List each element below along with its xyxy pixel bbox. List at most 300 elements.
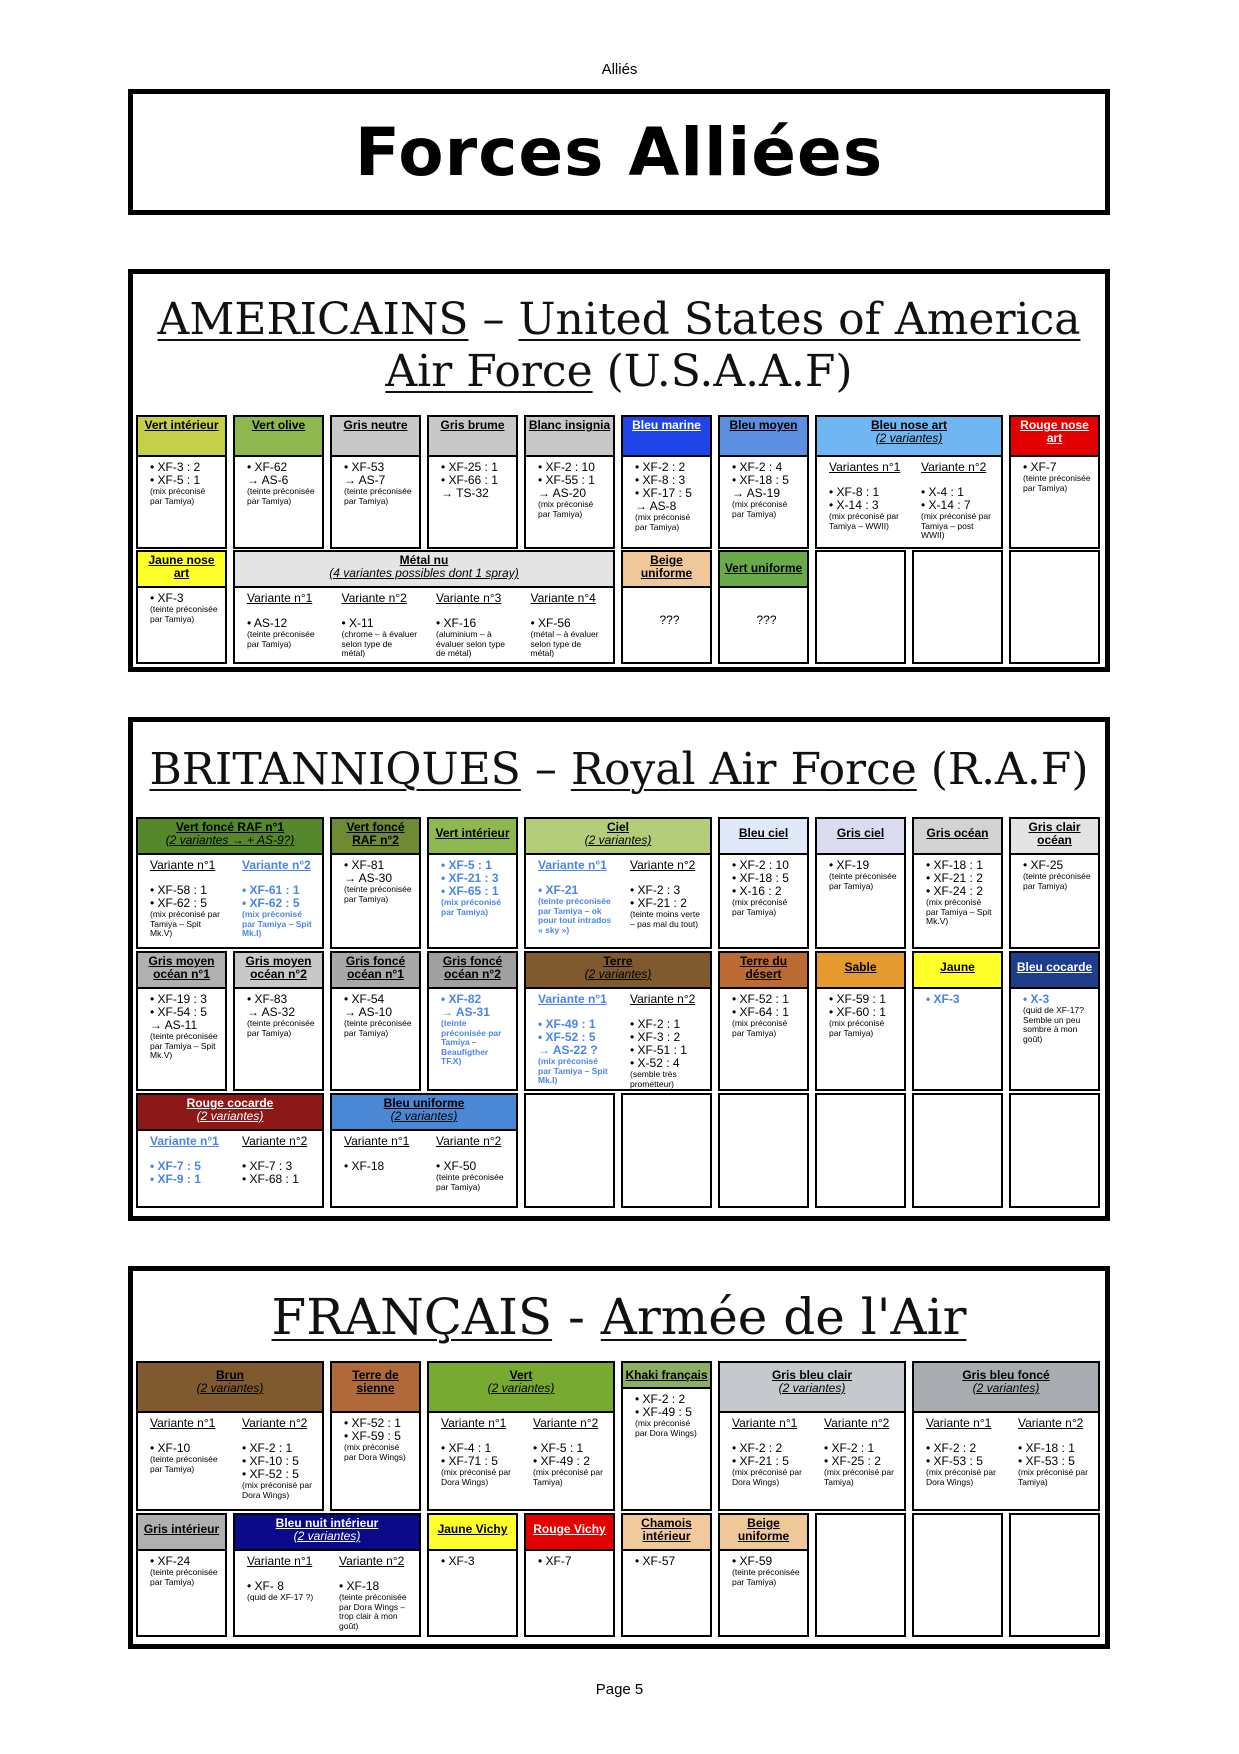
mix-line: • XF-53 : 5 [926,1454,983,1468]
color-name: Vert foncé RAF n°1 (2 variantes → + AS-9?) [138,819,322,855]
color-cell [815,415,1003,549]
section-usa [128,269,1110,672]
color-cell [912,817,1003,949]
mix-line: • XF-7 [1023,460,1057,474]
mix-line: • XF-7 : 3 [242,1159,293,1173]
note: (mix préconisé par Tamiya – Spit Mk.V) [150,909,220,938]
variant-label: Variante n°1 [150,1416,216,1430]
color-cell [718,1361,906,1511]
note: (semble très prometteur) [630,1069,677,1089]
mix-line: → AS-10 [344,1005,393,1019]
mix-line: • XF-81 [344,858,385,872]
color-cell [718,1513,809,1637]
mix-line: • XF-10 : 5 [242,1454,299,1468]
variant-label: Variante n°3 [436,591,502,605]
variant-label: Variante n°2 [533,1416,599,1430]
color-name: Rouge Vichy [526,1515,613,1551]
color-name: Bleu moyen [720,417,807,457]
mix-line: • XF-24 [150,1554,191,1568]
color-name: Vert olive [235,417,322,457]
mix-line: → AS-19 [732,486,781,500]
section-header-usa [133,274,1105,412]
mix-line: • XF-66 : 1 [441,473,498,487]
variant-label: Variante n°2 [242,1416,308,1430]
color-cell [815,951,906,1091]
color-name: Bleu nuit intérieur (2 variantes) [235,1515,419,1551]
mix-line: • XF-19 : 3 [150,992,207,1006]
color-name: Gris neutre [332,417,419,457]
note: (chrome – à évaluer selon type de métal) [341,629,418,658]
color-cell [524,951,712,1091]
mix-line: • XF-7 : 5 [150,1159,201,1173]
mix-line: • XF-59 : 1 [829,992,886,1006]
raf-dash: – [520,744,571,795]
mix-line: → AS-22 ? [538,1043,598,1057]
color-name: Vert intérieur [138,417,225,457]
color-cell [524,1513,615,1637]
note: (quid de XF-17? Semble un peu sombre à mon goût) [1023,1005,1084,1044]
note: (teinte préconisée par Tamiya) [247,1018,315,1038]
color-cell [427,951,518,1091]
note: (mix préconisé par Tamiya) [732,499,788,519]
note: (mix préconisé par Tamiya) [732,1018,788,1038]
section-header-raf [133,722,1105,815]
mix-line: • XF-21 : 2 [926,871,983,885]
color-name: Terre du désert [720,953,807,989]
variant-label: Variante n°1 [247,591,313,605]
note: (métal – à évaluer selon type de métal) [530,629,599,658]
variant-label: Variante n°2 [921,460,987,474]
color-name: Beige uniforme [623,552,710,588]
color-cell [621,415,712,549]
usa-grid [133,412,1105,667]
mix-line: • XF-18 : 1 [1018,1441,1075,1455]
color-cell [330,1093,518,1208]
mix-line: • XF-5 : 1 [441,858,492,872]
empty-cell [815,1513,906,1637]
note: (mix préconisé par Tamiya) [1018,1467,1088,1487]
usa-title-b: United States of America [518,294,1081,345]
page-footer: Page 5 [595,1681,644,1698]
variant-label: Variante n°1 [150,858,216,872]
color-name: Gris foncé océan n°2 [429,953,516,989]
mix-line: → AS-20 [538,486,587,500]
mix-line: • XF-54 : 5 [150,1005,207,1019]
note: (mix préconisé par Tamiya) [829,1018,885,1038]
mix-line: • XF-5 : 1 [533,1441,584,1455]
note: (mix préconisé par Dora Wings) [441,1467,511,1487]
fra-title-b: Armée de l'Air [600,1288,967,1346]
raf-title-c: (R.A.F) [916,744,1089,795]
variant-label: Variante n°2 [341,591,407,605]
color-name: Rouge cocarde (2 variantes) [138,1095,322,1131]
color-cell [330,1361,421,1511]
color-name: Bleu marine [623,417,710,457]
mix-line: • XF-25 : 2 [824,1454,881,1468]
variant-label: Variante n°2 [242,858,311,872]
mix-line: • XF-62 [247,460,288,474]
color-name: Jaune [914,953,1001,989]
mix-line: • XF-52 : 1 [344,1416,401,1430]
mix-line: → AS-7 [344,473,386,487]
variant-label: Variantes n°1 [829,460,901,474]
mix-line: • XF-2 : 1 [242,1441,293,1455]
note: (mix préconisé par Dora Wings) [926,1467,996,1487]
color-name: Gris océan [914,819,1001,855]
note: (teinte préconisée par Tamiya) [150,604,218,624]
mix-line: → TS-32 [441,486,489,500]
variant-label: Variante n°1 [247,1554,313,1568]
mix-line: • XF-65 : 1 [441,884,499,898]
color-name: Vert uniforme [720,552,807,588]
mix-line: • XF-19 [829,858,870,872]
color-cell [524,415,615,549]
color-cell [524,817,712,949]
mix-line: • XF-2 : 3 [630,883,681,897]
color-name: Vert (2 variantes) [429,1363,613,1413]
note: (mix préconisé par Tamiya) [533,1467,603,1487]
usa-dash: – [468,294,519,345]
color-cell [912,951,1003,1091]
usa-title-a: AMERICAINS [157,294,469,345]
mix-line: • XF-53 : 5 [1018,1454,1075,1468]
mix-line: • XF-2 : 10 [538,460,595,474]
variant-label: Variante n°4 [530,591,596,605]
mix-line: • XF-2 : 2 [732,1441,783,1455]
note: (mix préconisé par Tamiya) [441,897,501,917]
mix-line: • XF-18 [344,1159,385,1173]
mix-line: • XF-2 : 10 [732,858,789,872]
mix-line: • XF-52 : 5 [538,1030,596,1044]
color-name: Bleu uniforme (2 variantes) [332,1095,516,1131]
color-cell [330,415,421,549]
color-cell [621,1361,712,1511]
empty-cell [621,1093,712,1208]
note: (mix préconisé par Tamiya – Spit Mk.I) [538,1056,608,1085]
note: (teinte préconisée par Tamiya) [150,1454,218,1474]
empty-cell [912,1513,1003,1637]
mix-line: • XF-3 : 2 [630,1030,681,1044]
note: (mix préconisé par Tamiya) [150,486,206,506]
note: (teinte préconisée par Tamiya) [247,486,315,506]
mix-line: • XF-68 : 1 [242,1172,299,1186]
color-cell [136,1361,324,1511]
note: (teinte préconisée par Tamiya – ok pour tout intrados « sky ») [538,896,612,935]
color-cell [136,550,227,664]
empty-cell [815,550,906,664]
raf-title-a: BRITANNIQUES [149,744,521,795]
color-cell [427,817,518,949]
note: (teinte préconisée par Dora Wings – trop clair à mon goût) [339,1592,407,1631]
mix-line: • XF-3 : 2 [150,460,201,474]
color-name: Bleu ciel [720,819,807,855]
variant-label: Variante n°2 [824,1416,890,1430]
mix-line: • XF-82 [441,992,482,1006]
color-cell [233,550,615,664]
color-cell [330,951,421,1091]
mix-line: • XF-71 : 5 [441,1454,498,1468]
mix-line: • XF-62 : 5 [242,896,300,910]
note: (mix préconisé par Tamiya – Spit Mk.I) [242,909,312,938]
color-name: Blanc insignia [526,417,613,457]
empty-cell [815,1093,906,1208]
color-name: Brun (2 variantes) [138,1363,322,1413]
fra-dash: - [552,1288,601,1346]
mix-line: • XF-2 : 4 [732,460,783,474]
variant-label: Variante n°1 [732,1416,798,1430]
mix-line: • XF-52 : 1 [732,992,789,1006]
mix-line: • XF-55 : 1 [538,473,595,487]
color-name: Gris bleu foncé (2 variantes) [914,1363,1098,1413]
note: (teinte préconisée par Tamiya) [436,1172,504,1192]
mix-line: • XF-3 [926,992,960,1006]
mix-line: • AS-12 [247,616,288,630]
color-cell [427,1361,615,1511]
note: (teinte préconisée par Tamiya – Beaufigther TF.X) [441,1018,502,1066]
empty-cell [912,1093,1003,1208]
variant-label: Variante n°1 [441,1416,507,1430]
note: (teinte préconisée par Tamiya) [1023,871,1091,891]
mix-line: • X-16 : 2 [732,884,782,898]
color-name: Bleu nose art (2 variantes) [817,417,1001,457]
color-name: Vert foncé RAF n°2 [332,819,419,855]
color-name: Gris clair océan [1011,819,1098,855]
note: (teinte préconisée par Tamiya) [732,1567,800,1587]
note: (mix préconisé par Tamiya) [824,1467,894,1487]
mix-line: • XF-16 [436,616,477,630]
color-cell [1009,817,1100,949]
color-cell [718,415,809,549]
mix-line: • XF-21 [538,883,579,897]
color-name: Khaki français [623,1363,710,1389]
note: (aluminium – à évaluer selon type de métal) [436,629,505,658]
mix-line: • XF-50 [436,1159,477,1173]
note: (mix préconisé par Tamiya – WWII) [829,511,899,531]
mix-line: • X-14 : 7 [921,498,971,512]
mix-line: • XF-53 [344,460,385,474]
color-name: Beige uniforme [720,1515,807,1551]
variant-label: Variante n°2 [630,858,696,872]
mix-line: • X-4 : 1 [921,485,964,499]
mix-line: • XF-51 : 1 [630,1043,687,1057]
note: (mix préconisé par Dora Wings) [344,1442,406,1462]
note: (mix préconisé par Tamiya) [538,499,594,519]
variant-label: Variante n°2 [436,1134,502,1148]
mix-line: • XF-21 : 3 [441,871,499,885]
color-name: Jaune nose art [138,552,225,588]
color-name: Gris intérieur [138,1515,225,1551]
note: (teinte préconisée par Tamiya) [150,1567,218,1587]
section-header-france [133,1271,1105,1359]
mix-line: ??? [756,613,777,627]
mix-line: • XF-2 : 2 [635,1392,686,1406]
color-name: Ciel (2 variantes) [526,819,710,855]
note: (quid de XF-17 ?) [247,1592,314,1602]
mix-line: • X-11 [341,616,374,630]
section-raf [128,717,1110,1221]
variant-label: Variante n°1 [150,1134,219,1148]
mix-line: • XF-59 [732,1554,773,1568]
mix-line: → AS-8 [635,499,677,513]
mix-line: • XF-62 : 5 [150,896,207,910]
mix-line: → AS-11 [150,1018,198,1032]
mix-line: → AS-32 [247,1005,296,1019]
note: (teinte préconisée par Tamiya) [247,629,315,649]
mix-line: • XF-61 : 1 [242,883,300,897]
mix-line: • XF-49 : 1 [538,1017,596,1031]
mix-line: • XF-5 : 1 [150,473,201,487]
variant-label: Variante n°1 [538,858,607,872]
mix-line: • XF-18 : 5 [732,871,789,885]
color-cell [427,1513,518,1637]
variant-label: Variante n°1 [926,1416,992,1430]
usa-title-d: (U.S.A.A.F) [592,346,853,397]
variant-label: Variante n°2 [242,1134,308,1148]
color-cell [330,817,421,949]
mix-line: • XF-57 [635,1554,676,1568]
color-name: Bleu cocarde [1011,953,1098,989]
mix-line: • XF-2 : 2 [926,1441,977,1455]
color-cell [815,817,906,949]
mix-line: • X-52 : 4 [630,1056,680,1070]
mix-line: • XF- 8 [247,1579,284,1593]
note: (teinte préconisée par Tamiya) [1023,473,1091,493]
mix-line: • XF-25 [1023,858,1064,872]
empty-cell [912,550,1003,664]
variant-label: Variante n°2 [339,1554,405,1568]
empty-cell [1009,550,1100,664]
note: (mix préconisé par Dora Wings) [732,1467,802,1487]
empty-cell [1009,1093,1100,1208]
color-name: Sable [817,953,904,989]
mix-line: • XF-21 : 2 [630,896,687,910]
color-name: Métal nu (4 variantes possibles dont 1 spray) [235,552,613,588]
mix-line: • XF-59 : 5 [344,1429,401,1443]
color-name: Terre (2 variantes) [526,953,710,989]
note: (mix préconisé par Tamiya – post WWII) [921,511,991,540]
color-cell [136,1513,227,1637]
color-cell [718,951,809,1091]
raf-grid [133,815,1105,1216]
mix-line: • XF-56 [530,616,571,630]
note: (mix préconisé par Tamiya – Spit Mk.V) [926,897,992,926]
variant-label: Variante n°1 [538,992,607,1006]
mix-line: • XF-18 [339,1579,380,1593]
page-title: Forces Alliées [128,89,1110,215]
mix-line: • XF-4 : 1 [441,1441,492,1455]
color-cell [718,550,809,664]
mix-line: • XF-64 : 1 [732,1005,789,1019]
mix-line: • XF-49 : 2 [533,1454,590,1468]
mix-line: • XF-83 [247,992,288,1006]
color-cell [233,951,324,1091]
color-name: Jaune Vichy [429,1515,516,1551]
note: (teinte préconisée par Tamiya) [344,1018,412,1038]
mix-line: • XF-17 : 5 [635,486,692,500]
mix-line: • XF-3 [150,591,184,605]
color-cell [1009,415,1100,549]
mix-line: • XF-49 : 5 [635,1405,692,1419]
empty-cell [524,1093,615,1208]
color-cell [621,550,712,664]
color-name: Gris ciel [817,819,904,855]
mix-line: • XF-60 : 1 [829,1005,886,1019]
mix-line: • XF-18 : 1 [926,858,983,872]
mix-line: • XF-18 : 5 [732,473,789,487]
mix-line: → AS-6 [247,473,289,487]
mix-line: • XF-2 : 2 [635,460,686,474]
note: (mix préconisé par Dora Wings) [242,1480,312,1500]
color-cell [136,951,227,1091]
note: (mix préconisé par Dora Wings) [635,1418,697,1438]
note: (teinte préconisée par Tamiya – Spit Mk.V) [150,1031,218,1060]
mix-line: • X-3 [1023,992,1050,1006]
color-cell [233,415,324,549]
color-cell [1009,951,1100,1091]
mix-line: • X-14 : 3 [829,498,879,512]
fra-title-a: FRANÇAIS [271,1288,553,1346]
usa-title-c: Air Force [385,346,593,397]
mix-line: ??? [659,613,680,627]
color-name: Rouge nose art [1011,417,1098,457]
note: (teinte préconisée par Tamiya) [344,486,412,506]
mix-line: • XF-25 : 1 [441,460,498,474]
variant-label: Variante n°2 [630,992,696,1006]
color-name: Gris moyen océan n°1 [138,953,225,989]
page-header: Alliés [601,61,638,78]
section-france [128,1266,1110,1649]
mix-line: • XF-3 [441,1554,475,1568]
color-name: Gris brume [429,417,516,457]
variant-label: Variante n°2 [1018,1416,1084,1430]
note: (teinte préconisée par Tamiya) [829,871,897,891]
mix-line: → AS-30 [344,871,393,885]
mix-line: • XF-24 : 2 [926,884,983,898]
mix-line: • XF-21 : 5 [732,1454,789,1468]
color-name: Gris foncé océan n°1 [332,953,419,989]
color-name: Gris bleu clair (2 variantes) [720,1363,904,1413]
raf-title-b: Royal Air Force [570,744,917,795]
color-cell [427,415,518,549]
color-name: Gris moyen océan n°2 [235,953,322,989]
color-cell [621,1513,712,1637]
variant-label: Variante n°1 [344,1134,410,1148]
note: (teinte préconisée par Tamiya) [344,884,412,904]
mix-line: • XF-52 : 5 [242,1467,299,1481]
mix-line: • XF-54 [344,992,385,1006]
color-name: Chamois intérieur [623,1515,710,1551]
mix-line: • XF-7 [538,1554,572,1568]
mix-line: • XF-9 : 1 [150,1172,201,1186]
mix-line: • XF-2 : 1 [824,1441,875,1455]
color-cell [136,1093,324,1208]
empty-cell [1009,1513,1100,1637]
mix-line: • XF-8 : 1 [829,485,880,499]
mix-line: → AS-31 [441,1005,490,1019]
empty-cell [718,1093,809,1208]
mix-line: • XF-2 : 1 [630,1017,681,1031]
color-cell [718,817,809,949]
color-name: Vert intérieur [429,819,516,855]
color-cell [233,1513,421,1637]
color-name: Terre de sienne [332,1363,419,1413]
note: (mix préconisé par Tamiya) [732,897,788,917]
note: (mix préconisé par Tamiya) [635,512,691,532]
mix-line: • XF-58 : 1 [150,883,207,897]
color-cell [912,1361,1100,1511]
mix-line: • XF-8 : 3 [635,473,686,487]
color-cell [136,817,324,949]
